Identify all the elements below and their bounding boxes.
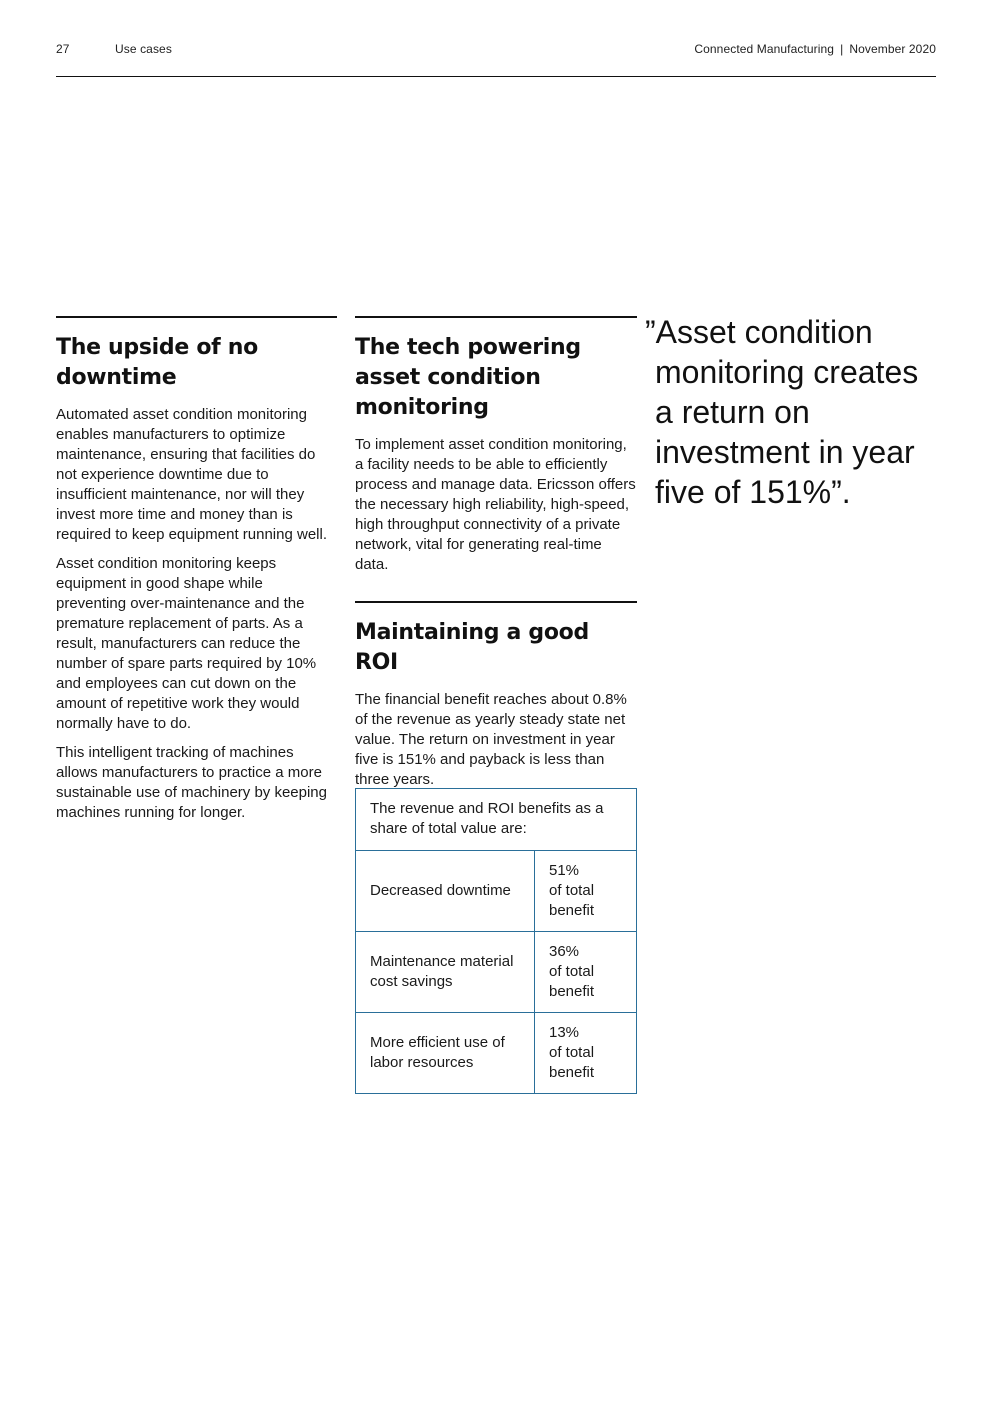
benefit-label: More efficient use of labor resources	[356, 1013, 535, 1094]
body-paragraph: Automated asset condition monitoring enables manufacturers to optimize maintenance, ensuring that facilities do not experience downtime due to insufficient maintenance, nor will they invest more time and money than is required to keep equipment running well.	[56, 406, 328, 543]
publication-title: Connected Manufacturing	[694, 42, 835, 56]
section-rule	[56, 316, 337, 318]
benefit-label: Maintenance material cost savings	[356, 932, 535, 1013]
table-intro-row	[356, 789, 637, 851]
benefit-value: 13% of total benefit	[535, 1013, 637, 1094]
section-heading: Maintaining a good ROI	[355, 620, 589, 675]
header-separator: |	[840, 42, 844, 56]
benefit-value: 36% of total benefit	[535, 932, 637, 1013]
publication-date: November 2020	[849, 42, 936, 56]
section-rule	[355, 601, 637, 603]
body-paragraph: Asset condition monitoring keeps equipment in good shape while preventing over-maintenance and the premature replacement of parts. As a result, manufacturers can reduce the number of spare parts required by 10% and employees can cut down on the amount of repetitive work they would normally have to do.	[56, 555, 317, 732]
page-header	[56, 42, 936, 77]
section-heading: The tech powering asset condition monitoring	[355, 335, 581, 420]
table-row	[356, 851, 637, 932]
benefit-label: Decreased downtime	[356, 851, 535, 932]
table-intro: The revenue and ROI benefits as a share of total value are:	[356, 789, 637, 851]
publication-info	[694, 42, 936, 56]
section-label: Use cases	[115, 42, 172, 56]
column-tech-powering	[355, 316, 637, 584]
section-heading: The upside of no downtime	[56, 335, 258, 390]
body-paragraph: The financial benefit reaches about 0.8% of the revenue as yearly steady state net value. The return on investment in year five is 151% and payback is less than three years.	[355, 691, 627, 788]
page-number: 27	[56, 42, 70, 56]
column-maintaining-roi	[355, 601, 637, 799]
table-row	[356, 1013, 637, 1094]
body-paragraph: To implement asset condition monitoring, a facility needs to be able to efficiently process and manage data. Ericsson offers the necessary high reliability, high-speed, high throughput connectivity of a private network, vital for generating real-time data.	[355, 436, 636, 573]
table-row	[356, 932, 637, 1013]
benefit-value: 51% of total benefit	[535, 851, 637, 932]
column-upside-of-no-downtime	[56, 316, 337, 832]
pull-quote-text: ”Asset condition monitoring creates a return on investment in year five of 151%”.	[645, 314, 919, 510]
pull-quote	[645, 312, 935, 512]
section-rule	[355, 316, 637, 318]
roi-benefits-table	[355, 788, 637, 1094]
body-paragraph: This intelligent tracking of machines allows manufacturers to practice a more sustainable use of machinery by keeping machines running for longer.	[56, 744, 327, 821]
